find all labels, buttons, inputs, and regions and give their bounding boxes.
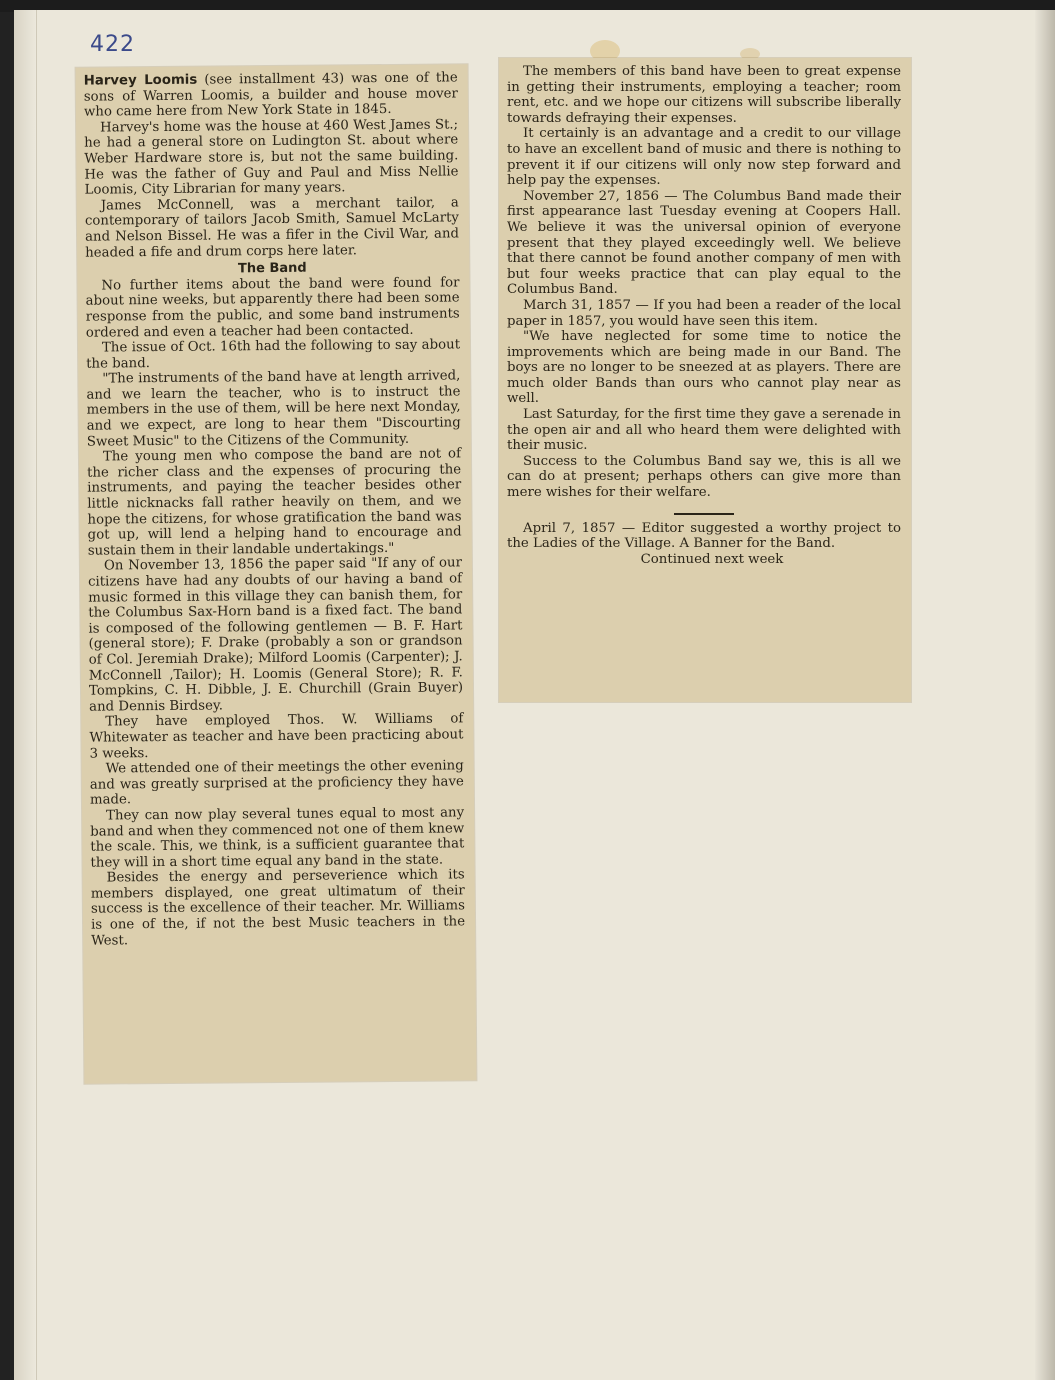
- paragraph-text: (see installment 43) was one of the sons of Warren Loomis, a builder and house mover who came here from New York State in 1845.: [83, 70, 458, 120]
- article-paragraph: Last Saturday, for the first time they gave a serenade in the open air and all who heard them were delighted with their music.: [507, 407, 901, 454]
- article-paragraph: They have employed Thos. W. Williams of Whitewater as teacher and have been practicing about 3 weeks.: [89, 711, 464, 762]
- newspaper-clipping-left: [76, 64, 477, 1083]
- article-paragraph: The issue of Oct. 16th had the following to say about the band.: [86, 337, 461, 372]
- person-name: Harvey Loomis: [83, 72, 198, 89]
- article-paragraph: Harvey's home was the house at 460 West James St.; he had a general store on Ludington St. about where Weber Hardware store is, but not the same building. He was the father of Guy and Paul and Miss Nellie Loomis, City Librarian for many years.: [84, 117, 459, 198]
- article-paragraph: Besides the energy and perseverience which its members displayed, one great ultimatum of their success is the excellence of their teacher. Mr. Williams is one of the, if not the best Music teachers in the West.: [90, 867, 466, 949]
- clipping-left-text: [76, 64, 476, 949]
- clipping-right-text: [499, 58, 911, 567]
- article-paragraph: Success to the Columbus Band say we, this is all we can do at present; perhaps others can give more than mere wishes for their welfare.: [507, 453, 901, 501]
- article-paragraph: November 27, 1856 — The Columbus Band made their first appearance last Tuesday evening at Coopers Hall. We believe it was the universal opinion of everyone present that they played exceedingly well. We believe that there cannot be found another company of men with but four weeks practice that can play equal to the Columbus Band.: [507, 188, 901, 298]
- page-edge: [1035, 10, 1055, 1380]
- article-paragraph: They can now play several tunes equal to most any band and when they commenced not one of them knew the scale. This, we think, is a sufficient guarantee that they will in a short time equal any band in the state.: [90, 805, 465, 871]
- article-paragraph: We attended one of their meetings the other evening and was greatly surprised at the proficiency they have made.: [89, 758, 464, 808]
- article-paragraph: The young men who compose the band are not of the richer class and the expenses of procuring the instruments, and paying the teacher besides other little nicknacks fall rather heavily on them, and we hope the citizens, for whose gratification the band was got up, will lend a helping hand to encourage and sustain them in their landable undertakings.": [87, 446, 462, 559]
- article-paragraph: The members of this band have been to great expense in getting their instruments, employing a teacher; room rent, etc. and we hope our citizens will subscribe liberally towards defraying their expenses.: [507, 64, 901, 126]
- continued-note: Continued next week: [640, 551, 784, 567]
- article-paragraph: No further items about the band were found for about nine weeks, but apparently there had been some response from the public, and some band instruments ordered and even a teacher had been contacted.: [85, 275, 460, 341]
- article-paragraph: April 7, 1857 — Editor suggested a worthy project to the Ladies of the Village. A Banner for the Band.: [507, 520, 901, 552]
- article-paragraph: "The instruments of the band have at length arrived, and we learn the teacher, who is to instruct the members in the use of them, will be here next Monday, and we expect, are long to hear them "Discourting Sweet Music" to the Citizens of the Community.: [86, 368, 461, 450]
- article-paragraph: [84, 70, 458, 120]
- divider-rule: [674, 513, 734, 515]
- section-heading: The Band: [237, 260, 307, 277]
- page-binding: [14, 10, 37, 1380]
- article-paragraph: On November 13, 1856 the paper said "If any of our citizens have had any doubts of our having a band of music formed in this village they can banish them, for the Columbus Sax-Horn band is a fixed fact. The band is composed of the following gentlemen — B. F. Hart (general store); F. Drake (probably a son or grandson of Col. Jeremiah Drake); Milford Loomis (Carpenter); J. McConnell ,Tailor); H. Loomis (General Store); R. F. Tompkins, C. H. Dibble, J. E. Churchill (Grain Buyer) and Dennis Birdsey.: [87, 555, 464, 715]
- article-paragraph: It certainly is an advantage and a credit to our village to have an excellent band of music and there is nothing to prevent it if our citizens will only now step forward and help pay the expenses.: [507, 126, 901, 189]
- article-paragraph: March 31, 1857 — If you had been a reader of the local paper in 1857, you would have seen this item.: [507, 297, 901, 329]
- handwritten-page-number: 422: [90, 32, 135, 57]
- newspaper-clipping-right: [499, 58, 911, 702]
- article-paragraph: James McConnell, was a merchant tailor, a contemporary of tailors Jacob Smith, Samuel McLarty and Nelson Bissel. He was a fifer in the Civil War, and headed a fife and drum corps here later.: [84, 195, 460, 261]
- article-paragraph: "We have neglected for some time to notice the improvements which are being made in our Band. The boys are no longer to be sneezed at as players. There are much older Bands than ours who cannot play near as well.: [507, 329, 901, 407]
